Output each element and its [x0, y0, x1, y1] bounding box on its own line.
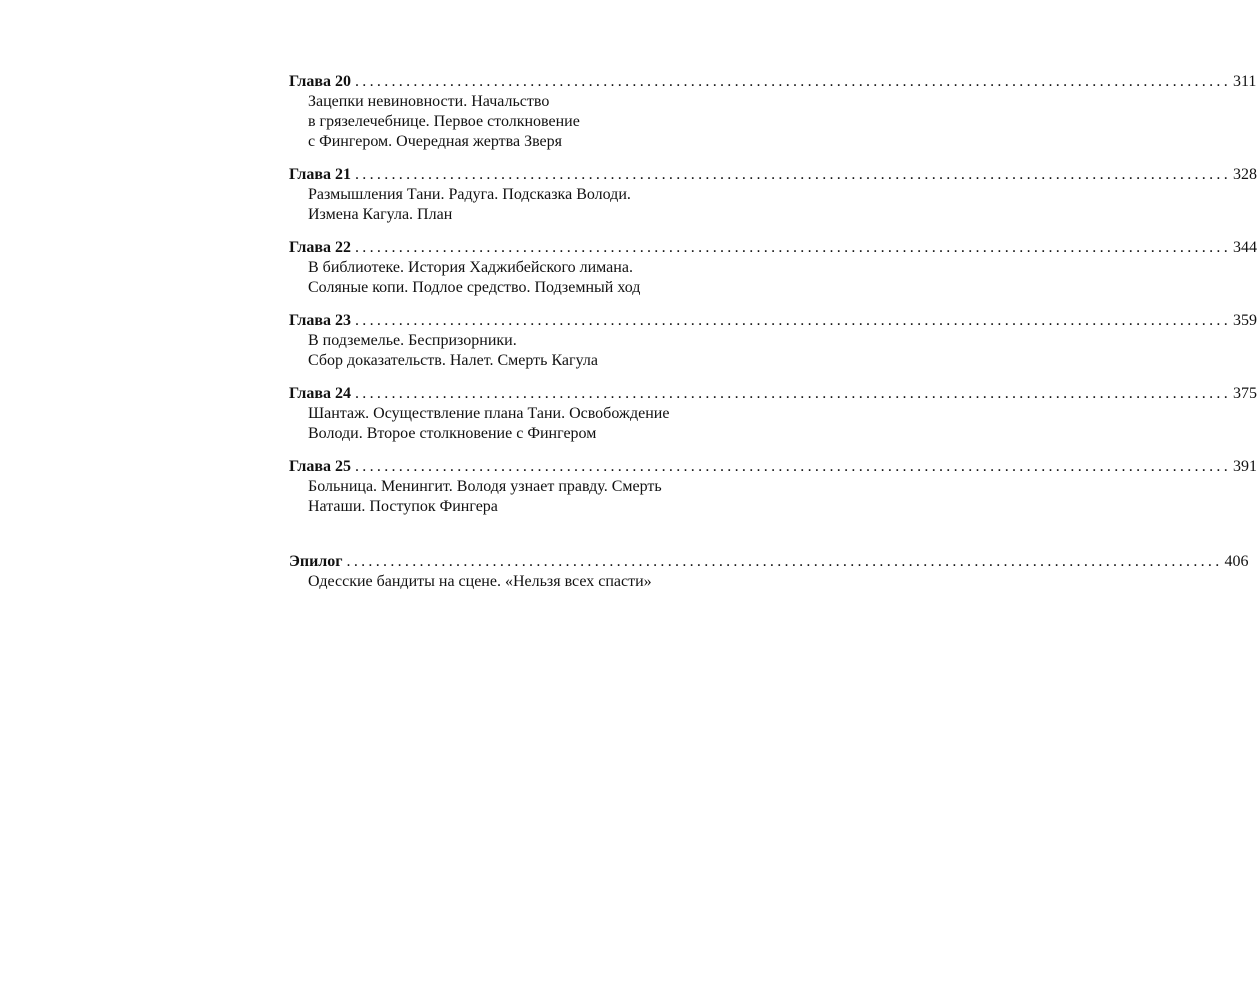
toc-entry-chapter-22: [289, 238, 1257, 298]
chapter-summary-line: В библиотеке. История Хаджибейского лимана.: [308, 259, 633, 276]
toc-entry-chapter-25: [289, 457, 1257, 517]
chapter-title: Глава 24: [289, 385, 351, 402]
toc-entry-heading: [289, 238, 1257, 258]
chapter-summary-line: Размышления Тани. Радуга. Подсказка Володи.: [308, 186, 631, 203]
chapter-summary-line: с Фингером. Очередная жертва Зверя: [308, 133, 563, 150]
chapter-summary-line: Наташи. Поступок Фингера: [308, 498, 498, 515]
page-number: 391: [1233, 458, 1257, 475]
toc-entry-chapter-23: [289, 311, 1257, 371]
chapter-summary-line: Зацепки невиновности. Начальство: [308, 93, 550, 110]
chapter-summary-line: Измена Кагула. План: [308, 206, 453, 223]
chapter-summary-line: Володи. Второе столкновение с Фингером: [308, 425, 597, 442]
toc-entry-heading: [289, 457, 1257, 477]
toc-entry-chapter-21: [289, 165, 1257, 225]
toc-entry-chapter-20: [289, 72, 1257, 152]
toc-entry-epilogue: [289, 552, 1249, 592]
toc-entry-chapter-24: [289, 384, 1257, 444]
page-number: 359: [1233, 312, 1257, 329]
chapter-summary-line: В подземелье. Беспризорники.: [308, 332, 517, 349]
page-number: 375: [1233, 385, 1257, 402]
chapter-title: Глава 21: [289, 166, 351, 183]
chapter-summary-line: Одесские бандиты на сцене. «Нельзя всех спасти»: [308, 573, 652, 590]
page-number: 406: [1224, 553, 1249, 570]
dot-leader: ........................................................................................................................: [355, 458, 1231, 475]
toc-entry-heading: [289, 552, 1249, 572]
dot-leader: ........................................................................................................................: [346, 553, 1223, 570]
page-number: 344: [1233, 239, 1257, 256]
dot-leader: ........................................................................................................................: [355, 312, 1231, 329]
toc-entry-heading: [289, 311, 1257, 331]
chapter-summary-line: Больница. Менингит. Володя узнает правду. Смерть: [308, 478, 662, 495]
dot-leader: ........................................................................................................................: [355, 239, 1231, 256]
table-of-contents: [289, 72, 1257, 605]
toc-entry-heading: [289, 384, 1257, 404]
chapter-summary-line: Шантаж. Осуществление плана Тани. Освобождение: [308, 405, 670, 422]
toc-entry-heading: [289, 72, 1257, 92]
chapter-title: Глава 20: [289, 73, 351, 90]
dot-leader: ........................................................................................................................: [355, 166, 1231, 183]
toc-entry-heading: [289, 165, 1257, 185]
dot-leader: ........................................................................................................................: [355, 385, 1231, 402]
chapter-title: Глава 25: [289, 458, 351, 475]
page-number: 328: [1233, 166, 1257, 183]
chapter-title: Эпилог: [289, 553, 343, 570]
chapter-summary-line: Сбор доказательств. Налет. Смерть Кагула: [308, 352, 598, 369]
page-number: 311: [1233, 73, 1257, 90]
chapter-summary-line: в грязелечебнице. Первое столкновение: [308, 113, 580, 130]
dot-leader: ........................................................................................................................: [355, 73, 1231, 90]
chapter-title: Глава 22: [289, 239, 351, 256]
chapter-summary-line: Соляные копи. Подлое средство. Подземный ход: [308, 279, 641, 296]
chapter-title: Глава 23: [289, 312, 351, 329]
